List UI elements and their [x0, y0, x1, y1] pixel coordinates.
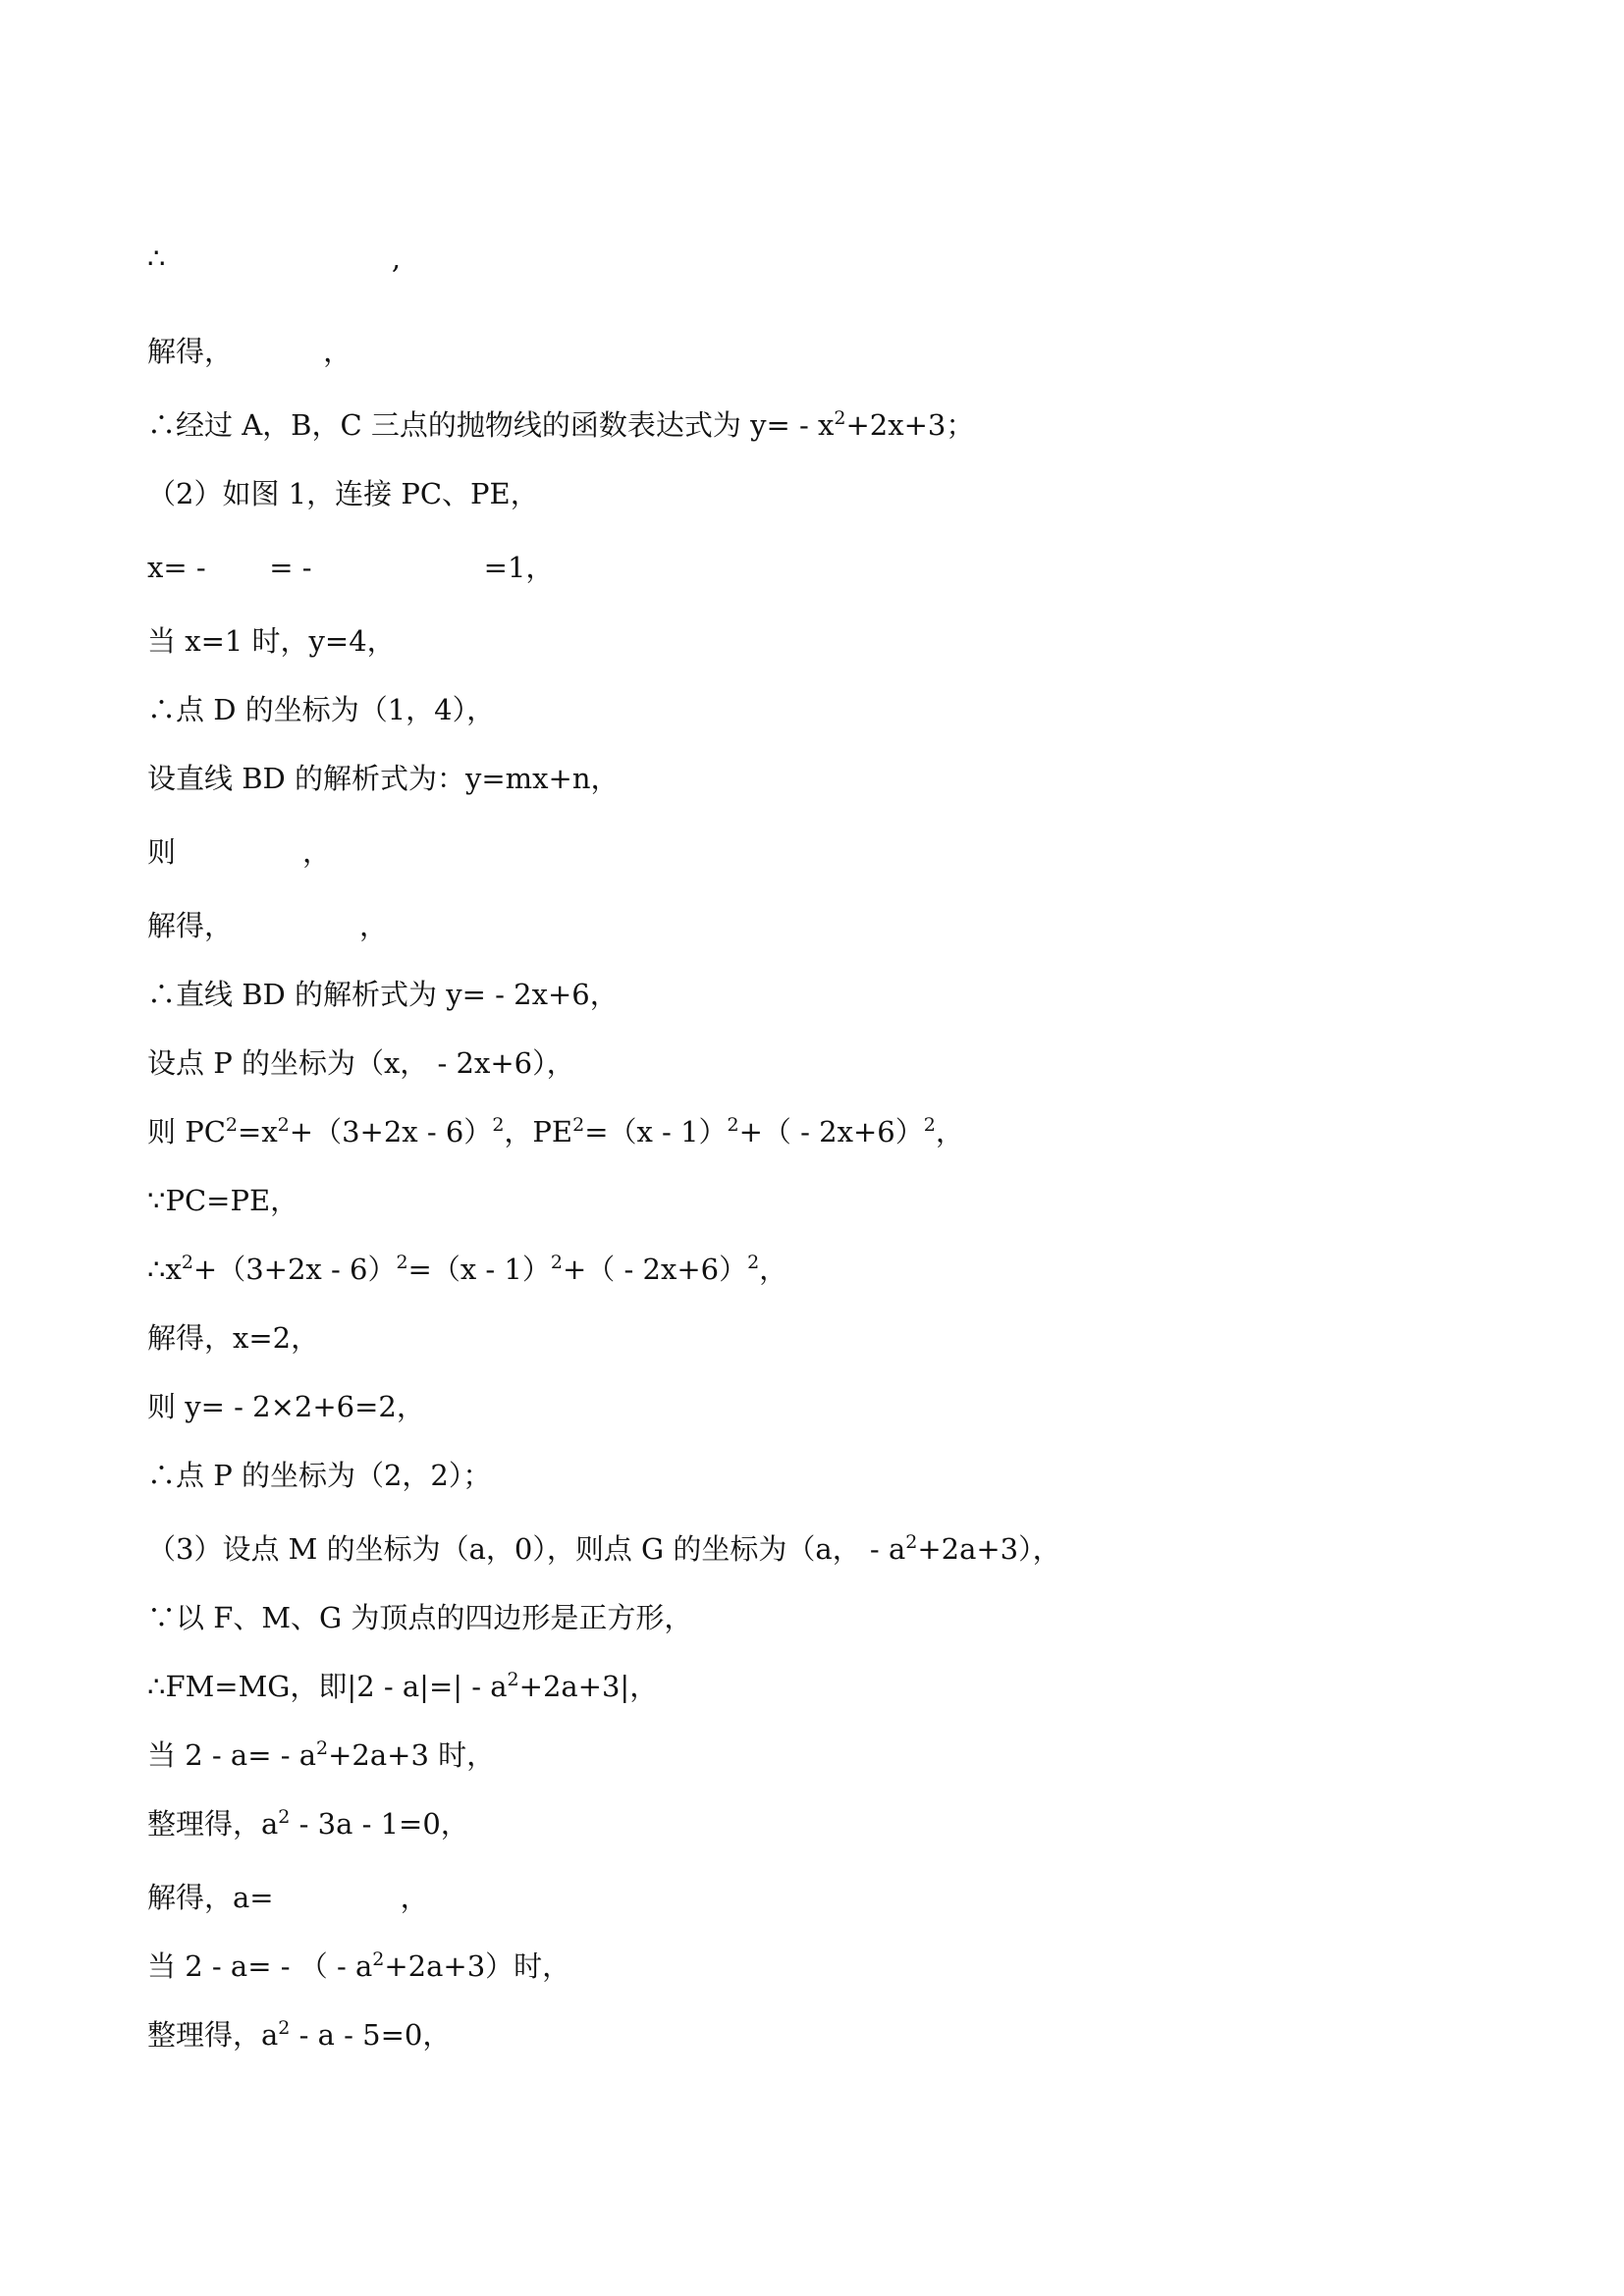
text-line-l01 [147, 240, 401, 276]
text-run: 解得，x=2， [147, 1321, 320, 1355]
text-line-l14 [147, 1183, 298, 1218]
text-run: 则 PC [147, 1115, 226, 1148]
text-line-l06 [147, 623, 396, 659]
text-run: 当 x=1 时，y=4， [147, 624, 396, 658]
text-run: 整理得，a [147, 1807, 279, 1841]
text-line-l03 [147, 407, 974, 443]
text-run: 当 2 - a= - a [147, 1738, 317, 1772]
text-run: =（x - 1） [407, 1253, 551, 1286]
text-line-l22 [147, 1737, 495, 1773]
text-run: - a - 5=0， [290, 2018, 452, 2052]
text-line-l17 [147, 1389, 425, 1424]
text-run: ∵PC=PE， [147, 1184, 299, 1217]
text-line-l04 [147, 476, 539, 511]
text-line-l08 [147, 761, 620, 796]
text-run: ∴FM=MG，即|2 - a|=| - a [147, 1670, 508, 1703]
text-line-l25 [147, 1949, 570, 1984]
text-run: ∴x [147, 1253, 182, 1286]
text-run: +（3+2x - 6） [192, 1253, 397, 1286]
text-run: 整理得，a [147, 2018, 279, 2052]
text-run: 设直线 BD 的解析式为：y=mx+n， [147, 762, 620, 795]
text-run: =（x - 1） [584, 1115, 728, 1148]
text-line-l16 [147, 1320, 319, 1356]
text-run: - 3a - 1=0， [290, 1807, 469, 1841]
text-run: 当 2 - a= - （ - a [147, 1949, 373, 1983]
text-line-l10 [147, 908, 388, 943]
text-run: 设点 P 的坐标为（x， - 2x+6）， [147, 1046, 575, 1080]
text-line-l02 [147, 334, 352, 369]
text-run: +2a+3|， [518, 1670, 659, 1703]
text-run: ∴直线 BD 的解析式为 y= - 2x+6， [147, 978, 619, 1011]
text-run: ∴ , [147, 241, 402, 275]
superscript: 2 [316, 1737, 329, 1759]
text-run: +2a+3）， [917, 1532, 1061, 1566]
text-line-l20 [147, 1600, 692, 1635]
superscript: 2 [834, 407, 846, 429]
superscript: 2 [747, 1252, 760, 1273]
text-run: （2）如图 1，连接 PC、PE， [147, 477, 539, 510]
text-run: ∴点 P 的坐标为（2，2）； [147, 1459, 492, 1492]
superscript: 2 [923, 1114, 936, 1136]
text-run: +（3+2x - 6） [289, 1115, 493, 1148]
text-run: 解得， ， [147, 335, 352, 368]
text-run: x= - = - =1， [147, 551, 555, 584]
text-run: ∴点 D 的坐标为（1，4）， [147, 693, 496, 726]
superscript: 2 [727, 1114, 739, 1136]
text-run: ，PE [504, 1115, 573, 1148]
text-line-l21 [147, 1669, 658, 1704]
text-run: 解得，a= ， [147, 1881, 429, 1914]
text-run: +2a+3 时， [328, 1738, 496, 1772]
text-line-l11 [147, 977, 619, 1012]
text-run: ∵以 F、M、G 为顶点的四边形是正方形， [147, 1601, 693, 1634]
superscript: 2 [492, 1114, 505, 1136]
text-line-l05 [147, 550, 554, 585]
text-line-l09 [147, 834, 331, 870]
text-run: +（ - 2x+6） [562, 1253, 748, 1286]
text-line-l19 [147, 1531, 1061, 1567]
superscript: 2 [905, 1531, 918, 1553]
text-line-l15 [147, 1252, 787, 1287]
text-run: ， [935, 1115, 964, 1148]
superscript: 2 [507, 1669, 519, 1690]
text-run: +（ - 2x+6） [738, 1115, 924, 1148]
text-run: 则 ， [147, 835, 332, 869]
superscript: 2 [181, 1252, 193, 1273]
text-run: ∴经过 A，B，C 三点的抛物线的函数表达式为 y= - x [147, 408, 835, 442]
superscript: 2 [277, 1114, 290, 1136]
text-line-l12 [147, 1045, 575, 1081]
superscript: 2 [225, 1114, 239, 1136]
text-line-l13 [147, 1114, 964, 1149]
superscript: 2 [550, 1252, 563, 1273]
text-run: 解得， ， [147, 909, 389, 942]
superscript: 2 [278, 2017, 291, 2039]
text-line-l18 [147, 1458, 491, 1493]
text-line-l23 [147, 1806, 469, 1842]
superscript: 2 [372, 1949, 385, 1970]
text-run: +2a+3）时， [384, 1949, 571, 1983]
text-run: （3）设点 M 的坐标为（a，0），则点 G 的坐标为（a， - a [147, 1532, 906, 1566]
text-run: +2x+3； [845, 408, 975, 442]
text-run: =x [238, 1115, 278, 1148]
superscript: 2 [396, 1252, 408, 1273]
text-run: ， [759, 1253, 788, 1286]
text-line-l26 [147, 2017, 451, 2053]
superscript: 2 [278, 1806, 291, 1828]
text-line-l24 [147, 1880, 429, 1915]
text-run: 则 y= - 2×2+6=2， [147, 1390, 425, 1423]
superscript: 2 [572, 1114, 585, 1136]
text-line-l07 [147, 692, 495, 727]
